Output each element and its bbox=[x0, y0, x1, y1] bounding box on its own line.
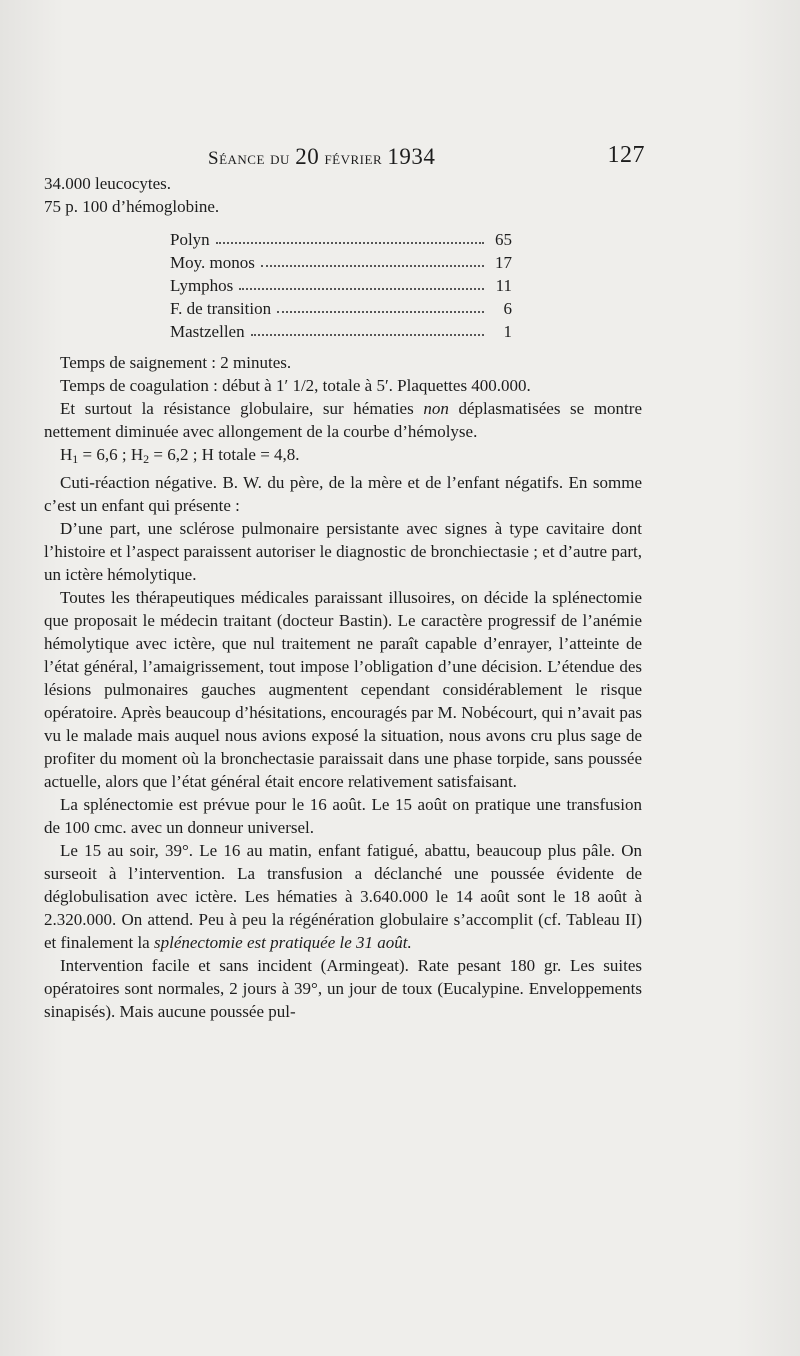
paragraph-hemolysis-values bbox=[44, 443, 642, 471]
formula-label: Lymphos bbox=[170, 276, 234, 295]
paragraph-transfusion: La splénectomie est prévue pour le 16 août. Le 15 août on pratique une transfusion de 100 cmc. avec un donneur universel. bbox=[44, 795, 642, 837]
formula-text: H bbox=[60, 445, 73, 464]
emphasis-text: splénectomie est pratiquée le 31 août. bbox=[153, 933, 412, 952]
paragraph-diagnosis: D’une part, une sclérose pulmonaire persistante avec signes à type cavitaire dont l’histoire et l’aspect paraissent autoriser le diagnostic de bronchiectasie ; et d’autre part, un ictère hémolytique. bbox=[44, 519, 642, 584]
formula-text: = 6,2 ; H totale = 4,8. bbox=[149, 445, 300, 464]
formula-value: 65 bbox=[495, 230, 512, 249]
paragraph-resistance bbox=[44, 397, 642, 443]
header-title-day: 20 bbox=[295, 144, 320, 169]
formula-text: = 6,6 ; H bbox=[78, 445, 144, 464]
dot-leader bbox=[216, 228, 484, 244]
dot-leader bbox=[261, 251, 484, 267]
formula-value: 17 bbox=[495, 253, 512, 272]
formula-row bbox=[170, 274, 512, 297]
header-title-year: 1934 bbox=[387, 144, 436, 169]
dot-leader bbox=[239, 274, 484, 290]
formula-label: Polyn bbox=[170, 230, 210, 249]
formula-row bbox=[170, 320, 512, 343]
paragraph-splenectomy-decision: Toutes les thérapeutiques médicales paraissant illusoires, on décide la splénectomie que proposait le médecin traitant (docteur Bastin). Le caractère progressif de l’anémie hémolytique avec ictère, que nul traitement ne paraît capable d’enrayer, l’atteinte de l’état général, l’amaigrissement, tout impose l’obligation d’une décision. L’étendue des lésions pulmonaires gauches augmentent cependant considérablement le risque opératoire. Après beaucoup d’hésitations, encouragés par M. Nobécourt, qui n’avait pas vu le malade mais auquel nous avions exposé la situation, nous avons cru plus sage de profiter du moment où la bronchectasie paraissait dans une phase torpide, sans poussée actuelle, alors que l’état général était encore relativement satisfaisant. bbox=[44, 588, 642, 791]
formula-value: 1 bbox=[503, 322, 512, 341]
leukocyte-formula-table bbox=[170, 228, 512, 343]
formula-value: 11 bbox=[495, 276, 512, 295]
header-title bbox=[208, 144, 435, 170]
header-title-month: février bbox=[324, 148, 383, 169]
intro-line-2: 75 p. 100 d’hémoglobine. bbox=[44, 197, 220, 216]
formula-row bbox=[170, 297, 512, 320]
formula-row bbox=[170, 228, 512, 251]
paragraph-text: Et surtout la résistance globulaire, sur hématies bbox=[60, 399, 424, 418]
formula-label: Mastzellen bbox=[170, 322, 245, 341]
subscript: 1 bbox=[72, 452, 79, 466]
paragraph-intervention: Intervention facile et sans incident (Armingeat). Rate pesant 180 gr. Les suites opératoires sont normales, 2 jours à 39°, un jour de toux (Eucalypine. Enveloppements sinapisés). Mais aucune poussée pul- bbox=[44, 956, 642, 1021]
intro-line-1: 34.000 leucocytes. bbox=[44, 174, 171, 193]
formula-row bbox=[170, 251, 512, 274]
dot-leader bbox=[251, 320, 484, 336]
subscript: 2 bbox=[143, 452, 150, 466]
page-number: 127 bbox=[607, 142, 645, 168]
paragraph-cuti-reaction: Cuti-réaction négative. B. W. du père, de la mère et de l’enfant négatifs. En somme c’est un enfant qui présente : bbox=[44, 473, 642, 515]
paragraph-text: déplasmatisées se montre nettement diminuée avec allongement de la courbe d’hémolyse. bbox=[44, 399, 642, 441]
formula-value: 6 bbox=[503, 299, 512, 318]
formula-label: F. de transition bbox=[170, 299, 272, 318]
paragraph-postponement bbox=[44, 839, 642, 954]
body-text bbox=[44, 172, 642, 1023]
paragraph-text: Le 15 au soir, 39°. Le 16 au matin, enfant fatigué, abattu, beaucoup plus pâle. On surseoit à l’intervention. La transfusion a déclanché une poussée évidente de déglobulisation avec ictère. Les hématies à 3.640.000 le 14 août sont le 18 août à 2.320.000. On attend. Peu à peu la régénération globulaire s’accomplit (cf. Tableau II) et finalement la bbox=[44, 841, 642, 952]
dot-leader bbox=[277, 297, 484, 313]
emphasis-text: non bbox=[423, 399, 449, 418]
formula-label: Moy. monos bbox=[170, 253, 255, 272]
header-title-prefix: Séance du bbox=[208, 148, 290, 169]
paragraph-bleeding-time: Temps de saignement : 2 minutes. bbox=[60, 353, 292, 372]
paragraph-coagulation: Temps de coagulation : début à 1′ 1/2, totale à 5′. Plaquettes 400.000. bbox=[60, 376, 531, 395]
